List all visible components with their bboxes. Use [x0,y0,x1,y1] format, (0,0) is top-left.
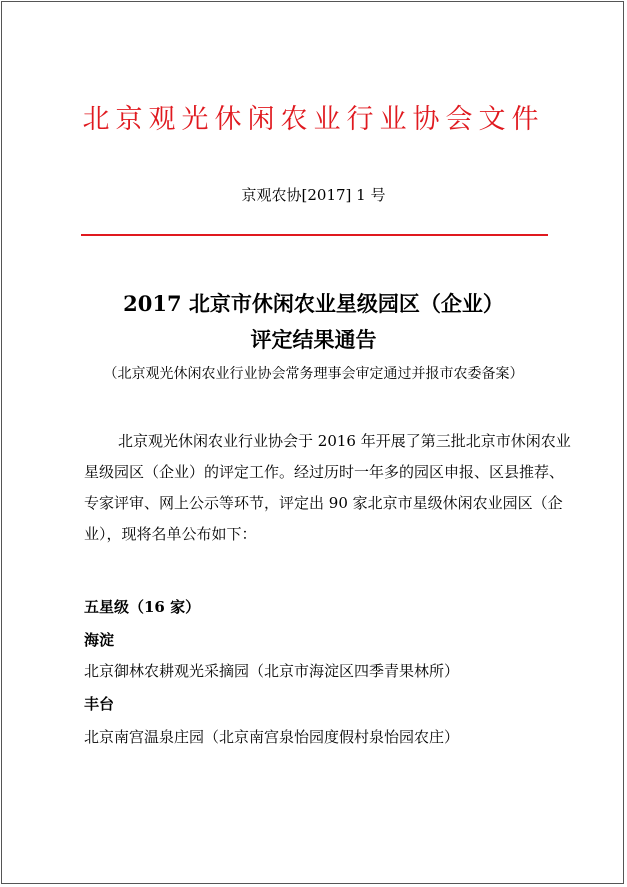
intro-paragraph-line: 北京观光休闲农业行业协会于 2016 年开展了第三批北京市休闲农业 [118,432,571,450]
park-entry: 北京南宫温泉庄园（北京南宫泉怡园度假村泉怡园农庄） [84,728,460,746]
intro-paragraph-line: 星级园区（企业）的评定工作。经过历时一年多的园区申报、区县推荐、 [84,463,565,481]
district-heading: 丰台 [84,695,115,713]
intro-paragraph-line: 业），现将名单公布如下： [84,525,257,543]
header-divider [81,234,548,236]
notice-subtitle: （北京观光休闲农业行业协会常务理事会审定通过并报市农委备案） [103,366,524,382]
park-entry: 北京御林农耕观光采摘园（北京市海淀区四季青果林所） [84,662,460,680]
district-heading: 海淀 [84,631,115,649]
intro-paragraph-line: 专家评审、网上公示等环节，评定出 90 家北京市星级休闲农业园区（企 [84,494,563,512]
document-number: 京观农协[2017] 1 号 [241,186,386,204]
notice-title-line-2: 评定结果通告 [250,327,377,352]
star-category-heading: 五星级（16 家） [84,598,201,616]
notice-title-line-1: 2017 北京市休闲农业星级园区（企业） [123,291,504,316]
document-header-title: 北京观光休闲农业行业协会文件 [82,104,545,135]
